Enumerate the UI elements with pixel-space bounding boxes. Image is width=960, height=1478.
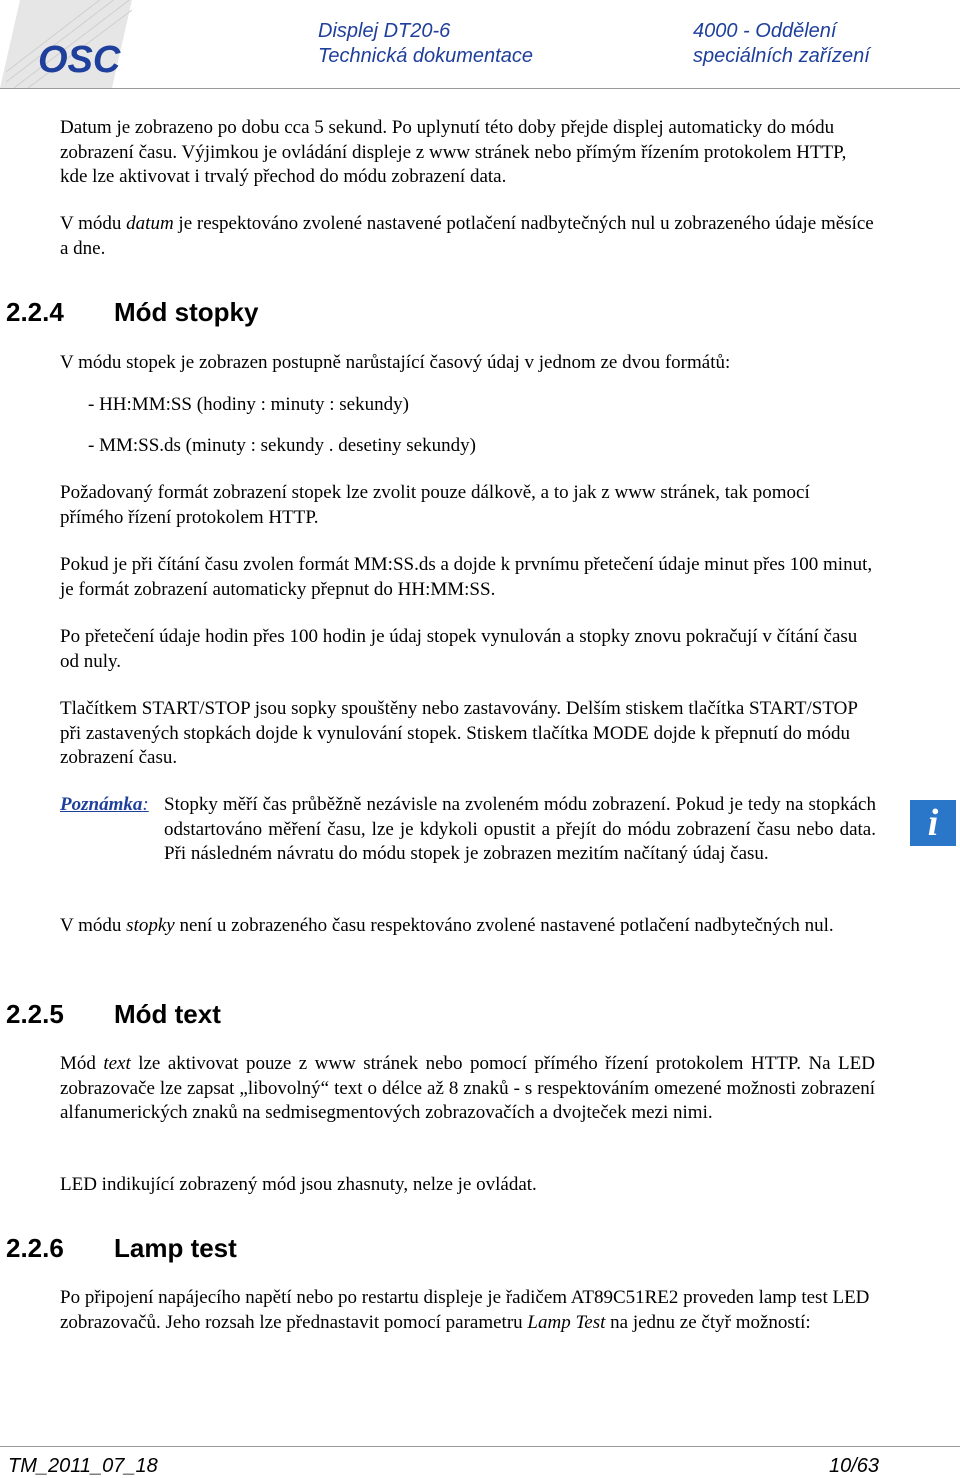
section-number: 2.2.6 bbox=[6, 1233, 64, 1263]
list-item-format-hhmmss: - HH:MM:SS (hodiny : minuty : sekundy) bbox=[88, 394, 409, 415]
list-item-format-mmssds: - MM:SS.ds (minuty : sekundy . desetiny sekundy) bbox=[88, 435, 476, 456]
paragraph-overflow-minutes: Pokud je při čítání času zvolen formát MM:SS.ds a dojde k prvnímu přetečení údaje minut přes 100 minut, je formát zobrazení automaticky přepnut do HH:MM:SS. bbox=[60, 554, 873, 600]
header-divider bbox=[0, 88, 960, 89]
section-heading-2-2-4 bbox=[6, 297, 406, 327]
paragraph-text-mode: Mód text lze aktivovat pouze z www stránek nebo pomocí přímého řízení protokolem HTTP. Na LED zobrazovače lze zapsat „libovolný“ text o délce až 8 znaků - s respektováním omezené možnosti zobrazení alfanumerických znaků na sedmisegmentových zobrazovačích a dvojteček mezi nimi. bbox=[60, 1053, 875, 1123]
section-heading-2-2-6 bbox=[6, 1233, 406, 1263]
dept-line1: 4000 - Oddělení bbox=[693, 20, 837, 42]
dept-line2: speciálních zařízení bbox=[693, 45, 870, 67]
paragraph-stopwatch-intro: V módu stopek je zobrazen postupně narůstající časový údaj v jednom ze dvou formátů: bbox=[60, 352, 731, 373]
section-title: Mód text bbox=[114, 999, 221, 1029]
paragraph-led-indicators: LED indikující zobrazený mód jsou zhasnuty, nelze je ovládat. bbox=[60, 1174, 537, 1195]
document-title bbox=[318, 19, 578, 69]
section-heading-2-2-5 bbox=[6, 999, 406, 1029]
note-text: Stopky měří čas průběžně nezávisle na zvoleném módu zobrazení. Pokud je tedy na stopkách odstartováno měření času, lze je kdykoli opustit a přejít do módu zobrazení času nebo data. Při následném návratu do módu stopek je zobrazen mezitím načítaný údaj času. bbox=[164, 794, 876, 864]
section-title: Lamp test bbox=[114, 1233, 237, 1263]
paragraph-overflow-hours: Po přetečení údaje hodin přes 100 hodin je údaj stopek vynulován a stopky znovu pokračují v čítání času od nuly. bbox=[60, 626, 858, 672]
section-title: Mód stopky bbox=[114, 297, 259, 327]
doc-title-line1: Displej DT20-6 bbox=[318, 20, 451, 42]
paragraph-stopwatch-zeros: V módu stopky není u zobrazeného času respektováno zvolené nastavené potlačení nadbytečných nul. bbox=[60, 915, 834, 936]
paragraph-date-display: Datum je zobrazeno po dobu cca 5 sekund. Po uplynutí této doby přejde displej automaticky do módu zobrazení času. Výjimkou je ovládání displeje z www stránek nebo přímým řízením protokolem HTTP, kde lze aktivovat i trvalý přechod do módu zobrazení data. bbox=[60, 117, 847, 187]
osc-logo bbox=[0, 0, 132, 88]
note-label: Poznámka: bbox=[60, 794, 149, 815]
section-number: 2.2.5 bbox=[6, 999, 64, 1029]
paragraph-start-stop: Tlačítkem START/STOP jsou sopky spouštěny nebo zastavovány. Delším stiskem tlačítka START/STOP při zastavených stopkách dojde k vynulování stopek. Stiskem tlačítka MODE dojde k přepnutí do módu zobrazení času. bbox=[60, 698, 858, 768]
paragraph-format-selection: Požadovaný formát zobrazení stopek lze zvolit pouze dálkově, a to jak z www stránek, tak pomocí přímého řízení protokolem HTTP. bbox=[60, 482, 810, 528]
doc-title-line2: Technická dokumentace bbox=[318, 45, 533, 67]
footer-doc-id: TM_2011_07_18 bbox=[8, 1455, 158, 1477]
footer-page-number: 10/63 bbox=[829, 1455, 880, 1477]
department bbox=[693, 19, 953, 69]
section-number: 2.2.4 bbox=[6, 297, 64, 327]
logo-text: OSC bbox=[38, 39, 121, 81]
info-icon: i bbox=[910, 800, 956, 846]
paragraph-date-mode: V módu datum je respektováno zvolené nastavené potlačení nadbytečných nul u zobrazeného údaje měsíce a dne. bbox=[60, 213, 874, 259]
paragraph-lamp-test: Po připojení napájecího napětí nebo po restartu displeje je řadičem AT89C51RE2 proveden lamp test LED zobrazovačů. Jeho rozsah lze přednastavit pomocí parametru Lamp Test na jednu ze čtyř možností: bbox=[60, 1287, 870, 1333]
footer-divider bbox=[0, 1446, 960, 1447]
